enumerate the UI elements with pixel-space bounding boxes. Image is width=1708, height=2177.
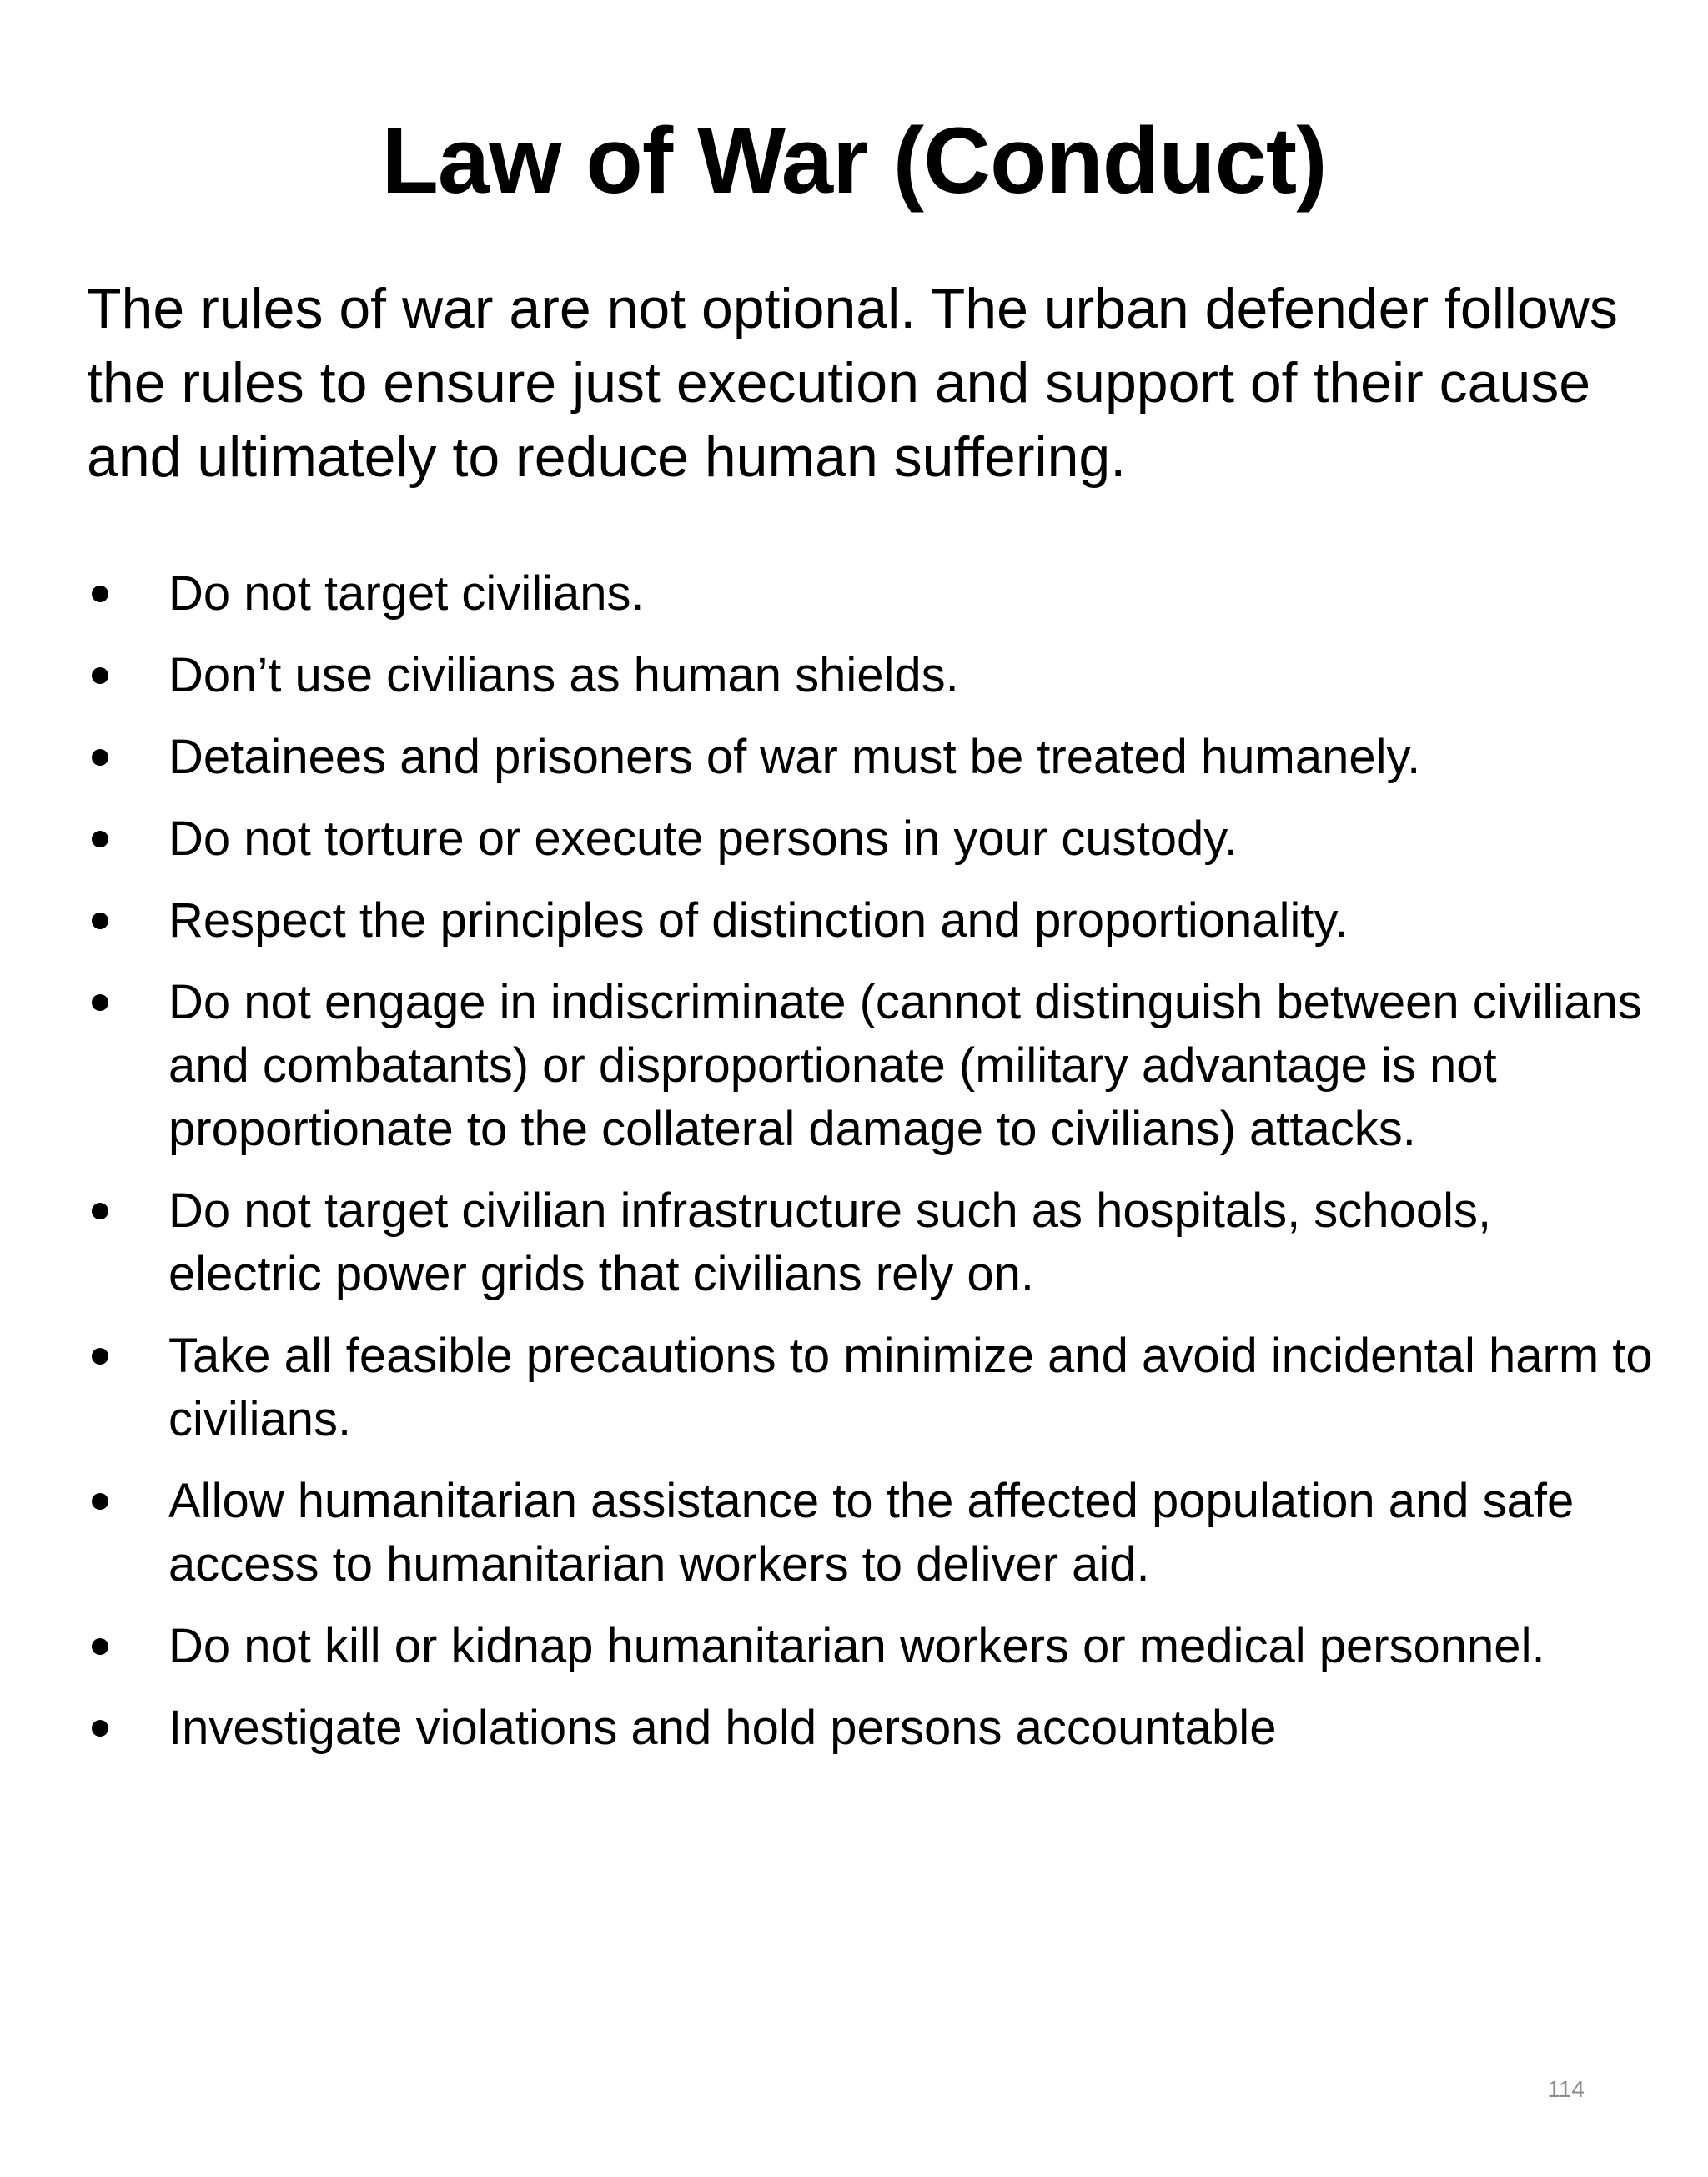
bullet-dot-icon — [92, 1638, 108, 1655]
list-item — [87, 726, 1655, 789]
list-item-text: Detainees and prisoners of war must be treated humanely. — [168, 730, 1421, 784]
list-item — [87, 1697, 1655, 1760]
list-item-text: Don’t use civilians as human shields. — [168, 648, 959, 702]
page-title: Law of War (Conduct) — [381, 108, 1327, 213]
rules-list — [87, 562, 1655, 1778]
list-item-text: Investigate violations and hold persons accountable — [168, 1701, 1277, 1755]
list-item — [87, 807, 1655, 871]
bullet-dot-icon — [92, 586, 108, 602]
list-item-text: Respect the principles of distinction and proportionality. — [168, 893, 1349, 948]
bullet-dot-icon — [92, 994, 108, 1011]
list-item-text: Do not torture or execute persons in your custody. — [168, 812, 1238, 866]
list-item — [87, 889, 1655, 953]
list-item — [87, 1179, 1655, 1306]
bullet-dot-icon — [92, 1348, 108, 1365]
list-item-text: Do not target civilians. — [168, 566, 645, 621]
bullet-dot-icon — [92, 1203, 108, 1219]
list-item — [87, 562, 1655, 626]
bullet-dot-icon — [92, 913, 108, 929]
bullet-dot-icon — [92, 1720, 108, 1737]
intro-paragraph: The rules of war are not optional. The urban defender follows the rules to ensure just execution and support of their cause and ultimately to reduce human suffering. — [87, 277, 1618, 489]
list-item-text: Do not kill or kidnap humanitarian workers or medical personnel. — [168, 1619, 1545, 1673]
bullet-dot-icon — [92, 667, 108, 684]
list-item-text: Allow humanitarian assistance to the affected population and safe access to humanitarian workers to deliver aid. — [168, 1474, 1575, 1591]
page-number: 114 — [1547, 2076, 1585, 2102]
list-item — [87, 1470, 1655, 1596]
list-item-text: Do not target civilian infrastructure such as hospitals, schools, electric power grids that civilians rely on. — [168, 1184, 1492, 1301]
list-item-text: Do not engage in indiscriminate (cannot distinguish between civilians and combatants) or disproportionate (military advantage is not proportionate to the collateral damage to civilians) attacks. — [168, 975, 1642, 1156]
bullet-dot-icon — [92, 749, 108, 766]
bullet-dot-icon — [92, 831, 108, 847]
list-item — [87, 1325, 1655, 1451]
bullet-dot-icon — [92, 1493, 108, 1510]
list-item — [87, 644, 1655, 707]
list-item — [87, 1615, 1655, 1678]
list-item — [87, 971, 1655, 1161]
list-item-text: Take all feasible precautions to minimize and avoid incidental harm to civilians. — [168, 1329, 1653, 1446]
